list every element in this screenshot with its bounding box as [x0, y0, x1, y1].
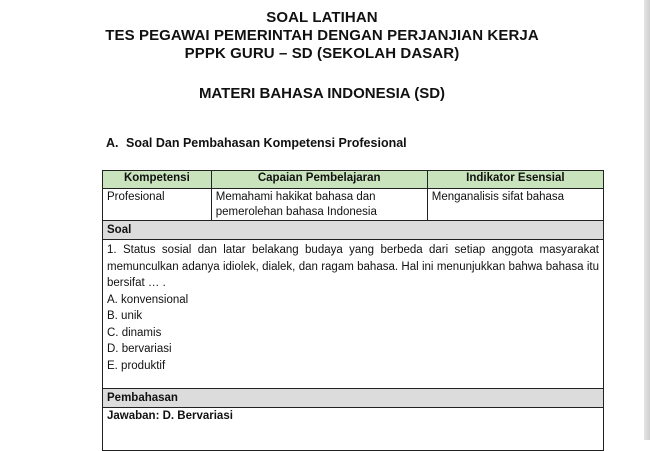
option-e: E. produktif: [107, 359, 166, 372]
document-header: [0, 9, 644, 63]
table-header-cell: Indikator Esensial: [427, 171, 603, 189]
header-subtitle-2: PPPK GURU – SD (SEKOLAH DASAR): [184, 45, 460, 62]
answer-options: [103, 292, 603, 375]
answer-text: Jawaban: D. Bervariasi: [107, 410, 233, 422]
table-header-cell: Kompetensi: [103, 171, 212, 189]
section-number: A.: [106, 136, 119, 150]
option-b: B. unik: [107, 310, 143, 322]
competency-table: [102, 170, 604, 222]
question-text: 1. Status sosial dan latar belakang budaya yang berbeda dari setiap anggota masyarakat memunculkan adanya idiolek, dialek, dan ragam bahasa. Hal ini menunjukkan bahwa bahasa itu bersifat … .: [107, 244, 599, 289]
page-edge: [644, 0, 650, 440]
header-title: SOAL LATIHAN: [266, 9, 378, 26]
soal-heading: Soal: [103, 220, 603, 240]
option-c: C. dinamis: [107, 326, 162, 339]
table-cell: Profesional: [103, 189, 212, 222]
table-header-cell: Capaian Pembelajaran: [211, 171, 427, 189]
option-a: A. konvensional: [107, 293, 189, 306]
section-heading: [106, 136, 407, 150]
option-d: D. bervariasi: [107, 343, 172, 355]
pembahasan-heading: Pembahasan: [103, 388, 603, 408]
table-cell: Menganalisis sifat bahasa: [427, 189, 603, 222]
question-box: [102, 220, 604, 451]
section-title: Soal Dan Pembahasan Kompetensi Profesional: [126, 136, 407, 150]
materi-title: MATERI BAHASA INDONESIA (SD): [198, 85, 446, 102]
table-header-row: [103, 171, 604, 189]
table-row: [103, 189, 604, 222]
header-subtitle: TES PEGAWAI PEMERINTAH DENGAN PERJANJIAN KERJA: [105, 27, 539, 44]
table-cell: Memahami hakikat bahasa dan pemerolehan bahasa Indonesia: [211, 189, 427, 222]
